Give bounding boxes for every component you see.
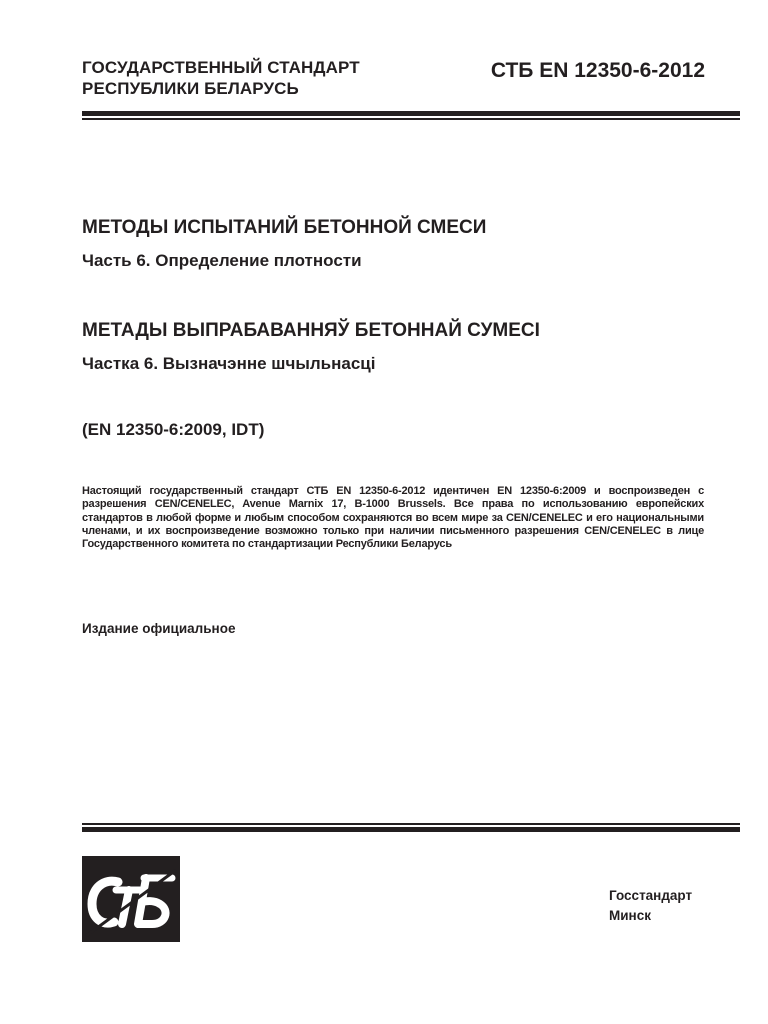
publisher-block bbox=[609, 886, 692, 926]
part-title-belarusian: Частка 6. Вызначэнне шчыльнасці bbox=[82, 354, 376, 373]
standard-heading-line2: РЕСПУБЛИКИ БЕЛАРУСЬ bbox=[82, 79, 299, 98]
footer-divider-thin bbox=[82, 823, 740, 825]
title-belarusian: МЕТАДЫ ВЫПРАБАВАННЯЎ БЕТОННАЙ СУМЕСІ bbox=[82, 320, 540, 341]
standard-heading bbox=[82, 57, 360, 99]
copyright-notice: Настоящий государственный стандарт СТБ EN 12350-6-2012 идентичен EN 12350-6:2009 и воспроизведен с разрешения CEN/CENELEC, Avenue Marnix 17, B-1000 Brussels. Все права по использованию европейских стандартов в любой форме и любым способом сохраняются во всем мире за CEN/CENELEC и его национальными членами, и их воспроизведение возможно только при наличии письменного разрешения CEN/CENELEC в лице Государственного комитета по стандартизации Республики Беларусь bbox=[82, 485, 704, 551]
stb-logo-icon bbox=[82, 856, 180, 942]
header-divider-thin bbox=[82, 118, 740, 120]
title-russian: МЕТОДЫ ИСПЫТАНИЙ БЕТОННОЙ СМЕСИ bbox=[82, 217, 487, 238]
publisher-name: Госстандарт bbox=[609, 888, 693, 903]
edition-label: Издание официальное bbox=[82, 621, 236, 636]
part-title-russian: Часть 6. Определение плотности bbox=[82, 251, 362, 270]
identity-reference: (EN 12350-6:2009, IDT) bbox=[82, 420, 265, 439]
document-number: СТБ EN 12350-6-2012 bbox=[490, 59, 705, 82]
standard-heading-line1: ГОСУДАРСТВЕННЫЙ СТАНДАРТ bbox=[82, 58, 360, 77]
footer-divider-thick bbox=[82, 827, 740, 832]
publisher-city: Минск bbox=[609, 908, 651, 923]
header-divider-thick bbox=[82, 111, 740, 116]
